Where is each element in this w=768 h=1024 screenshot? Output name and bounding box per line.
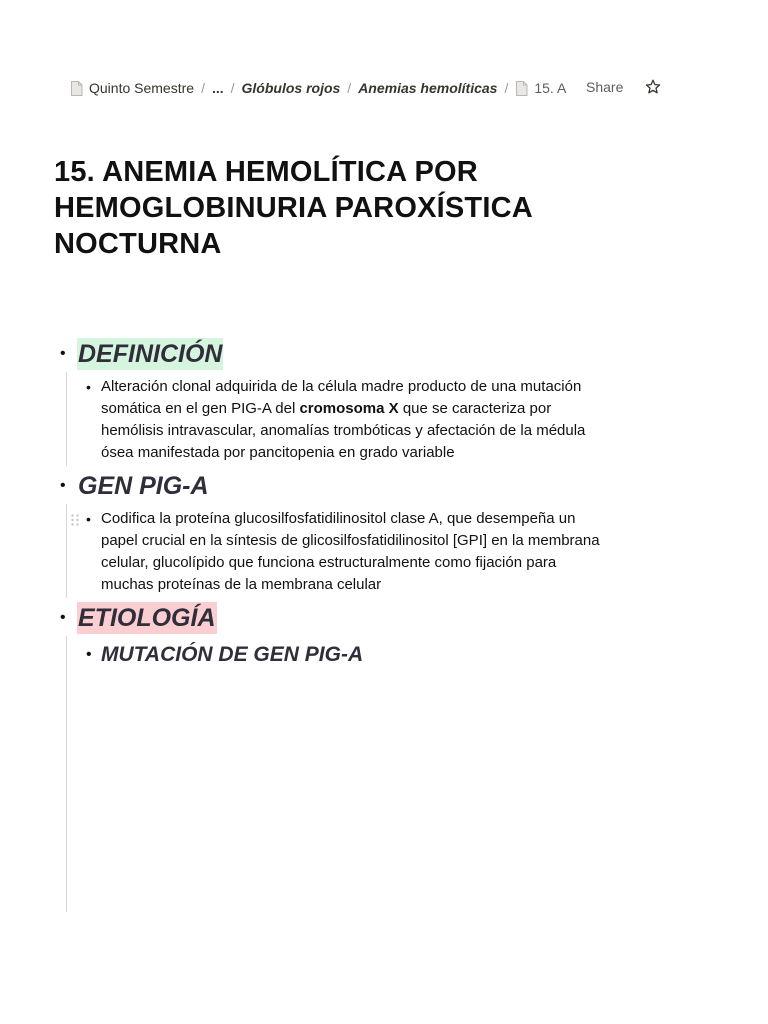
page-title: 15. ANEMIA HEMOLÍTICA POR HEMOGLOBINURIA PAROXÍSTICA NOCTURNA	[54, 156, 532, 260]
page-content	[54, 336, 614, 912]
bullet: •	[86, 511, 91, 527]
breadcrumb-item-globulos-rojos[interactable]	[242, 80, 341, 96]
section-etiologia	[54, 600, 614, 912]
share-button[interactable]: Share	[586, 79, 624, 95]
drag-handle-icon[interactable]	[70, 513, 80, 527]
list-item[interactable]	[54, 336, 614, 372]
gen-pig-a-text: Codifica la proteína glucosilfosfatidilinositol clase A, que desempeña un papel crucial en la síntesis de glicosilfosfatidilinositol [GPI] en la membrana celular, glucolípido que funciona estructuralmente como fijación para muchas proteínas de la membrana celular	[101, 510, 600, 593]
section-children	[66, 504, 614, 598]
bullet: •	[86, 646, 92, 663]
section-gen-pig-a	[54, 468, 614, 598]
bullet: •	[60, 477, 66, 494]
list-item[interactable]	[78, 376, 614, 464]
breadcrumb-separator: /	[504, 80, 509, 96]
bullet: •	[60, 345, 66, 362]
star-icon[interactable]	[644, 78, 662, 96]
breadcrumb	[70, 78, 668, 98]
definition-text-part: Alteración clonal adquirida de la célula madre producto de una mutación somática en el gen PIG-A del	[101, 378, 582, 417]
bullet: •	[60, 609, 66, 626]
list-item[interactable]	[78, 640, 614, 670]
definition-text-part: que se caracteriza por hemólisis intravascular, anomalías trombóticas y afectación de la médula ósea manifestada por pancitopenia en grado variable	[101, 400, 586, 461]
bullet: •	[86, 379, 91, 395]
breadcrumb-item-anemias-hemoliticas[interactable]	[358, 80, 497, 96]
section-children	[66, 636, 614, 912]
breadcrumb-label: Quinto Semestre	[89, 80, 195, 96]
page-icon	[515, 81, 528, 96]
breadcrumb-item-current-page[interactable]	[515, 80, 566, 96]
section-children	[66, 372, 614, 466]
breadcrumb-separator: /	[230, 80, 235, 96]
section-definicion	[54, 336, 614, 466]
section-heading-definicion: DEFINICIÓN	[78, 340, 223, 368]
page-icon	[70, 81, 83, 96]
list-item[interactable]	[54, 600, 614, 636]
subheading-mutacion: MUTACIÓN DE GEN PIG-A	[101, 643, 364, 666]
breadcrumb-separator: /	[201, 80, 205, 96]
breadcrumb-separator: /	[347, 80, 352, 96]
definition-text	[101, 376, 611, 464]
definition-bold-term: cromosoma X	[299, 400, 399, 417]
section-heading-gen-pig-a: GEN PIG-A	[78, 472, 209, 500]
breadcrumb-item-ellipsis[interactable]	[212, 80, 224, 96]
breadcrumb-label: ...	[211, 80, 224, 96]
breadcrumb-label: Glóbulos rojos	[241, 80, 341, 96]
list-item[interactable]	[78, 508, 614, 596]
list-item[interactable]	[54, 468, 614, 504]
breadcrumb-label: 15. A	[534, 80, 567, 96]
breadcrumb-label: Anemias hemolíticas	[358, 80, 498, 96]
section-heading-etiologia: ETIOLOGÍA	[78, 604, 216, 632]
breadcrumb-item-quinto-semestre[interactable]	[70, 80, 194, 96]
